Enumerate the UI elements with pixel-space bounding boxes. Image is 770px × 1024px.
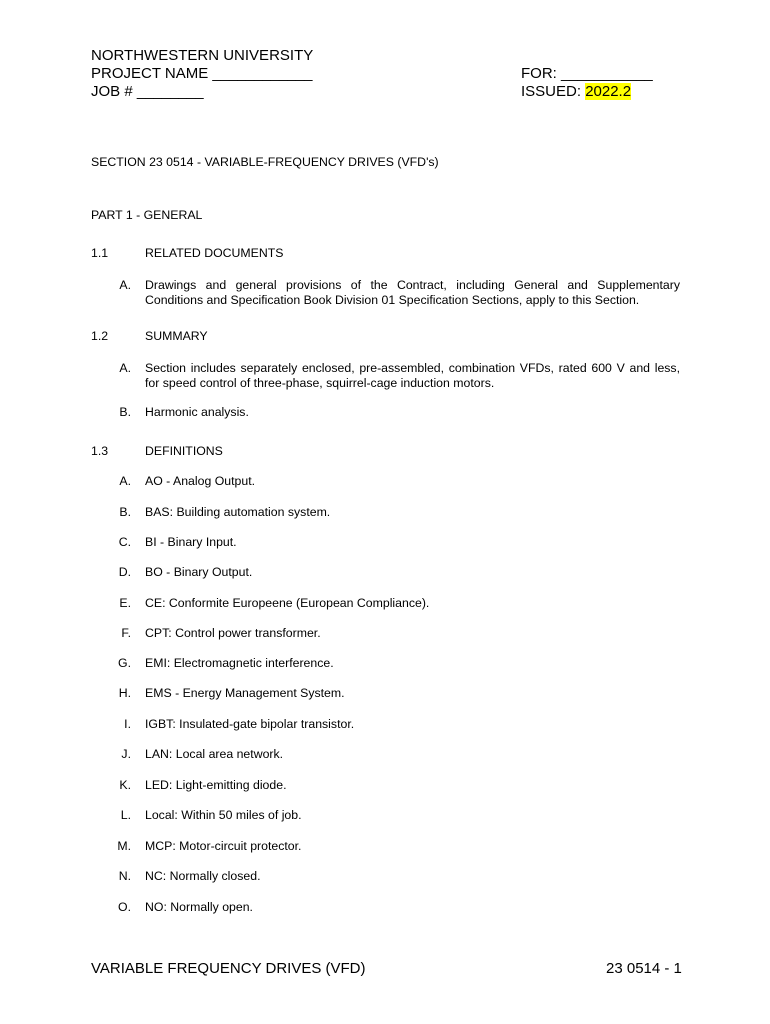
article-title: DEFINITIONS — [145, 444, 223, 458]
item-text: NC: Normally closed. — [145, 869, 261, 883]
item-text: MCP: Motor-circuit protector. — [145, 839, 302, 853]
header-left — [91, 47, 313, 101]
for-field: FOR: ___________ — [521, 65, 653, 82]
item-label: L. — [120, 808, 131, 822]
item-label: J. — [121, 747, 131, 761]
item-label: F. — [121, 626, 131, 640]
item-text: Harmonic analysis. — [145, 405, 249, 419]
article-title: SUMMARY — [145, 329, 208, 343]
item-label: M. — [117, 839, 131, 853]
item-label: H. — [118, 686, 131, 700]
page-number: 23 0514 - 1 — [606, 960, 682, 977]
item-label: G. — [118, 656, 131, 670]
issued-field — [521, 83, 653, 101]
part-title: PART 1 - GENERAL — [91, 208, 203, 222]
section-title: SECTION 23 0514 - VARIABLE-FREQUENCY DRIVES (VFD's) — [91, 155, 439, 169]
item-text: CPT: Control power transformer. — [145, 626, 321, 640]
article-number: 1.2 — [91, 329, 109, 343]
footer-title: VARIABLE FREQUENCY DRIVES (VFD) — [91, 960, 366, 977]
item-text: Section includes separately enclosed, pre-assembled, combination VFDs, rated 600 V and less, for speed control of three-phase, squirrel-cage induction motors. — [145, 361, 680, 390]
item-text: CE: Conformite Europeene (European Compliance). — [145, 596, 430, 610]
issued-label: ISSUED: — [521, 83, 586, 100]
item-text: AO - Analog Output. — [145, 474, 256, 488]
item-label: E. — [119, 596, 131, 610]
project-name: PROJECT NAME ____________ — [91, 65, 313, 82]
item-text: LED: Light-emitting diode. — [145, 778, 287, 792]
item-label: I. — [124, 717, 131, 731]
article-number: 1.3 — [91, 444, 109, 458]
item-label: B. — [119, 505, 131, 519]
issued-value: 2022.2 — [585, 83, 632, 100]
university-name: NORTHWESTERN UNIVERSITY — [91, 47, 314, 64]
item-label: A. — [119, 361, 131, 375]
item-text: BI - Binary Input. — [145, 535, 237, 549]
item-text: Local: Within 50 miles of job. — [145, 808, 302, 822]
item-label: C. — [118, 535, 131, 549]
item-text: Drawings and general provisions of the Contract, including General and Supplementary Conditions and Specification Book Division 01 Specification Sections, apply to this Section. — [145, 278, 680, 307]
item-label: N. — [118, 869, 131, 883]
article-title: RELATED DOCUMENTS — [145, 246, 284, 260]
item-label: A. — [119, 474, 131, 488]
header-right — [521, 65, 653, 101]
item-label: D. — [118, 565, 131, 579]
item-label: B. — [119, 405, 131, 419]
item-text: IGBT: Insulated-gate bipolar transistor. — [145, 717, 355, 731]
item-text: NO: Normally open. — [145, 900, 253, 914]
item-label: O. — [118, 900, 131, 914]
item-text: LAN: Local area network. — [145, 747, 284, 761]
item-label: K. — [119, 778, 131, 792]
item-text: EMI: Electromagnetic interference. — [145, 656, 334, 670]
job-number: JOB # ________ — [91, 83, 204, 100]
item-text: EMS - Energy Management System. — [145, 686, 345, 700]
item-text: BO - Binary Output. — [145, 565, 253, 579]
article-number: 1.1 — [91, 246, 109, 260]
item-text: BAS: Building automation system. — [145, 505, 331, 519]
item-label: A. — [119, 278, 131, 292]
